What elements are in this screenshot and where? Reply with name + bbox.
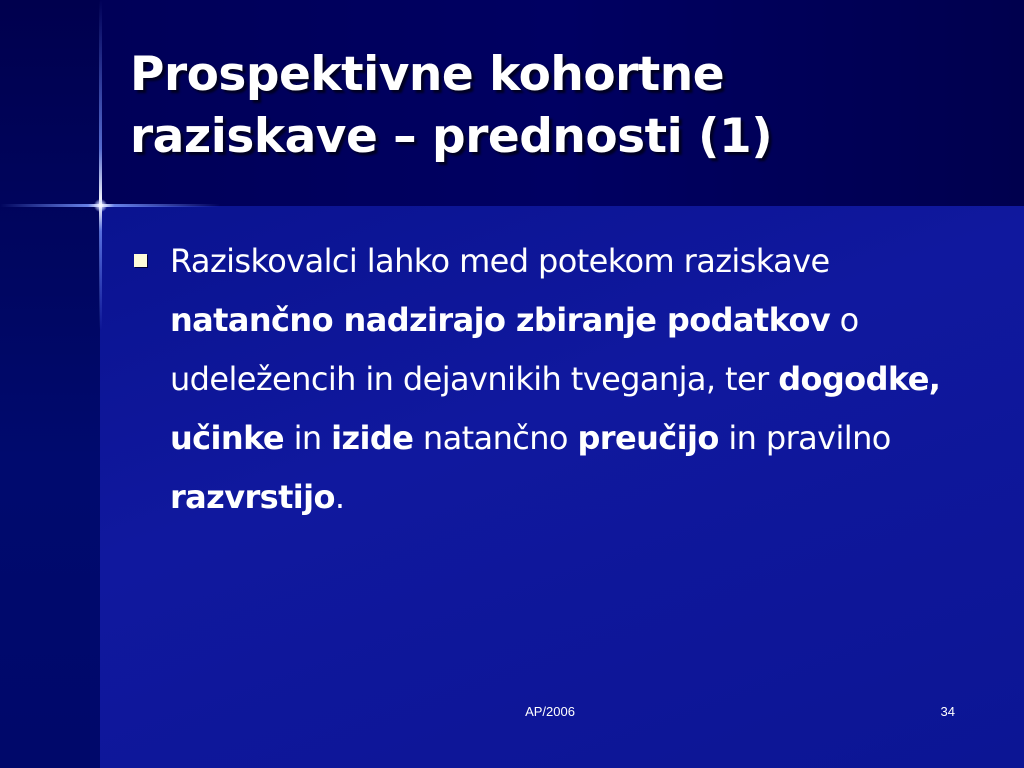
title-line-1: Prospektivne kohortne [130, 47, 725, 102]
bullet-item [130, 232, 970, 527]
bullet-text: in pravilno [718, 419, 891, 457]
square-bullet-icon [134, 254, 147, 267]
bullet-bold-text: natančno nadzirajo zbiranje podatkov [170, 301, 831, 339]
bullet-bold-text: preučijo [577, 419, 719, 457]
sparkle-vertical-line [99, 0, 102, 330]
sparkle-star-icon [94, 199, 107, 212]
bullet-bold-text: dogodke, učinke [170, 360, 941, 457]
title-line-2: raziskave – prednosti (1) [130, 109, 773, 164]
footer-text: AP/2006 [525, 704, 575, 719]
page-number: 34 [940, 704, 955, 719]
bullet-text: o udeležencih in dejavnikih tveganja, ter [170, 301, 859, 398]
bullet-text: natančno [413, 419, 578, 457]
bullet-bold-text: izide [331, 419, 414, 457]
bullet-bold-text: razvrstijo [170, 478, 335, 516]
bullet-text: in [284, 419, 332, 457]
bullet-text: Raziskovalci lahko med potekom raziskave [170, 242, 830, 280]
slide-title [130, 44, 990, 168]
slide-content [130, 232, 970, 527]
bullet-text: . [334, 478, 345, 516]
sparkle-horizontal-line [0, 204, 220, 207]
left-band [0, 0, 100, 768]
